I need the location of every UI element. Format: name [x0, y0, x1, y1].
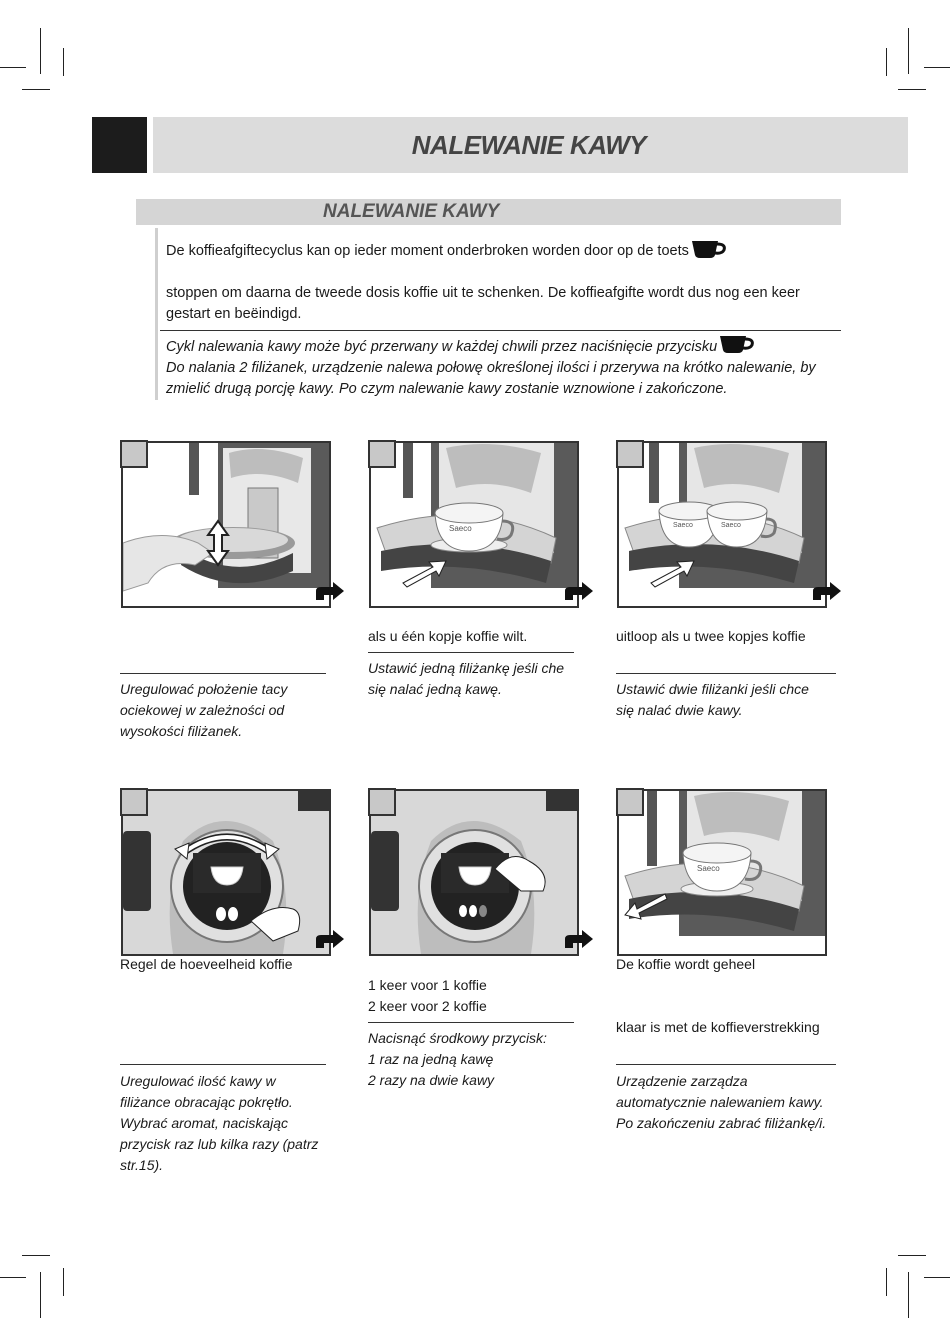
- step-1-pl-line-1: Uregulować położenie tacy: [120, 681, 288, 697]
- step-2-nl-line-1: als u één kopje koffie wilt.: [368, 628, 528, 644]
- next-step-arrow-icon: [315, 581, 345, 601]
- crop-mark: [22, 89, 50, 90]
- step-5-pl-line-3: 2 razy na dwie kawy: [368, 1072, 495, 1088]
- step-4-nl-line-1: Regel de hoeveelheid koffie: [120, 956, 293, 972]
- crop-mark: [886, 48, 887, 76]
- crop-mark: [924, 1277, 950, 1278]
- crop-mark: [0, 67, 26, 68]
- next-step-arrow-icon: [564, 581, 594, 601]
- caption-divider: [120, 673, 326, 674]
- intro-nl-line-1: De koffieafgiftecyclus kan op ieder moment onderbroken worden door op de toets: [166, 243, 689, 259]
- step-2-pl-line-2: się nalać jedną kawę.: [368, 681, 502, 697]
- step-3-pl-line-2: się nalać dwie kawy.: [616, 702, 743, 718]
- crop-mark: [898, 1255, 926, 1256]
- step-4-pl-line-3: Wybrać aromat, naciskając: [120, 1115, 289, 1131]
- step-1-pl-line-2: ociekowej w zależności od: [120, 702, 285, 718]
- step-number-box: [368, 440, 396, 468]
- step-4-pl-line-4: przycisk raz lub kilka razy (patrz: [120, 1136, 319, 1152]
- crop-mark: [908, 28, 909, 74]
- intro-nl-line-2: stoppen om daarna de tweede dosis koffie uit te schenken. De koffieafgifte wordt dus nog een keer: [166, 285, 800, 301]
- intro-nl-line-3: gestart en beëindigd.: [166, 306, 302, 322]
- next-step-arrow-icon: [564, 929, 594, 949]
- step-4-pl-line-1: Uregulować ilość kawy w: [120, 1073, 276, 1089]
- svg-text:Saeco: Saeco: [673, 522, 693, 529]
- step-number-box: [368, 788, 396, 816]
- step-2-pl-line-1: Ustawić jedną filiżankę jeśli che: [368, 660, 565, 676]
- step-number-box: [616, 440, 644, 468]
- step-3-pl-line-1: Ustawić dwie filiżanki jeśli chce: [616, 681, 809, 697]
- step-number-box: [616, 788, 644, 816]
- coffee-cup-button-icon: [690, 239, 728, 259]
- caption-divider: [616, 673, 836, 674]
- step-illustration-drip-tray: [121, 441, 331, 608]
- crop-mark: [40, 1272, 41, 1318]
- step-5-nl-line-1: 1 keer voor 1 koffie: [368, 977, 487, 993]
- crop-mark: [40, 28, 41, 74]
- intro-pl-line-1: Cykl nalewania kawy może być przerwany w każdej chwili przez naciśnięcie przycisku: [166, 339, 718, 355]
- crop-mark: [908, 1272, 909, 1318]
- step-illustration-press-button: [369, 789, 579, 956]
- intro-pl-line-2: Do nalania 2 filiżanek, urządzenie nalewa połowę określonej ilości i przerywa na krótko nalewanie, by: [166, 360, 816, 376]
- step-number-box: [120, 788, 148, 816]
- svg-text:Saeco: Saeco: [449, 524, 472, 533]
- step-6-pl-line-3: Po zakończeniu zabrać filiżankę/i.: [616, 1115, 827, 1131]
- step-6-nl-line-2: klaar is met de koffieverstrekking: [616, 1019, 820, 1035]
- step-4-pl-line-5: str.15).: [120, 1157, 164, 1173]
- crop-mark: [0, 1277, 26, 1278]
- step-5-pl-line-2: 1 raz na jedną kawę: [368, 1051, 494, 1067]
- step-1-pl-line-3: wysokości filiżanek.: [120, 723, 243, 739]
- section-title: NALEWANIE KAWY: [323, 201, 500, 222]
- chapter-tab: [92, 117, 147, 173]
- page-title: NALEWANIE KAWY: [411, 130, 646, 160]
- coffee-cup-button-icon: [718, 334, 756, 354]
- caption-divider: [616, 1064, 836, 1065]
- step-4-pl-line-2: filiżance obracając pokrętło.: [120, 1094, 293, 1110]
- crop-mark: [22, 1255, 50, 1256]
- step-6-pl-line-2: automatycznie nalewaniem kawy.: [616, 1094, 824, 1110]
- intro-side-rule: [155, 228, 158, 400]
- step-number-box: [120, 440, 148, 468]
- step-5-pl-line-1: Nacisnąć środkowy przycisk:: [368, 1030, 547, 1046]
- step-6-pl-line-1: Urządzenie zarządza: [616, 1073, 748, 1089]
- svg-text:Saeco: Saeco: [721, 522, 741, 529]
- crop-mark: [886, 1268, 887, 1296]
- next-step-arrow-icon: [315, 929, 345, 949]
- step-illustration-remove-cup: [617, 789, 827, 956]
- caption-divider: [368, 1022, 574, 1023]
- caption-divider: [368, 652, 574, 653]
- step-3-nl-line-1: uitloop als u twee kopjes koffie: [616, 628, 806, 644]
- step-illustration-one-cup: [369, 441, 579, 608]
- intro-pl-line-3: zmielić drugą porcję kawy. Po czym nalewanie kawy zostanie wznowione i zakończone.: [166, 381, 728, 397]
- step-illustration-dial-rotate: [121, 789, 331, 956]
- step-5-nl-line-2: 2 keer voor 2 koffie: [368, 998, 487, 1014]
- caption-divider: [120, 1064, 326, 1065]
- crop-mark: [63, 48, 64, 76]
- crop-mark: [898, 89, 926, 90]
- crop-mark: [63, 1268, 64, 1296]
- crop-mark: [924, 67, 950, 68]
- step-illustration-two-cups: [617, 441, 827, 608]
- svg-text:Saeco: Saeco: [697, 864, 720, 873]
- intro-divider: [160, 330, 841, 331]
- step-6-nl-line-1: De koffie wordt geheel: [616, 956, 756, 972]
- next-step-arrow-icon: [812, 581, 842, 601]
